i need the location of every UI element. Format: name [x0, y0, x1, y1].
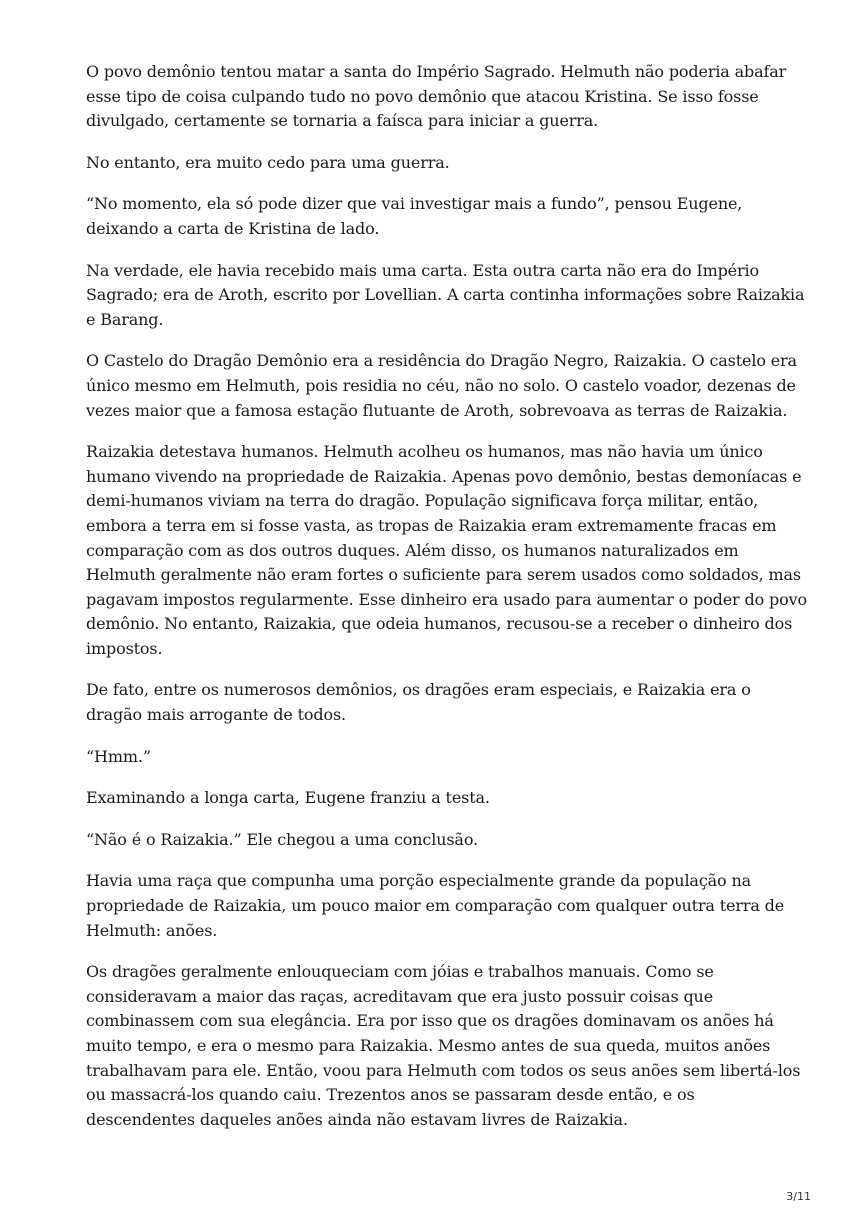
- paragraph: Havia uma raça que compunha uma porção especialmente grande da população na propriedade de Raizakia, um pouco maior em comparação com qualquer outra terra de Helmuth: anões.: [86, 871, 785, 940]
- paragraph: No entanto, era muito cedo para uma guerra.: [86, 152, 450, 172]
- paragraph: “Não é o Raizakia.” Ele chegou a uma conclusão.: [86, 829, 478, 849]
- page-number: 3/11: [786, 1190, 811, 1203]
- paragraph: Na verdade, ele havia recebido mais uma carta. Esta outra carta não era do Império Sagrado; era de Aroth, escrito por Lovellian. A carta continha informações sobre Raizakia e Barang.: [86, 260, 805, 329]
- paragraph: “Hmm.”: [86, 746, 151, 766]
- paragraph: “No momento, ela só pode dizer que vai investigar mais a fundo”, pensou Eugene, deixando a carta de Kristina de lado.: [86, 194, 743, 238]
- paragraph: Os dragões geralmente enlouqueciam com jóias e trabalhos manuais. Como se consideravam a maior das raças, acreditavam que era justo possuir coisas que combinassem com sua elegância. Era por isso que os dragões dominavam os anões há muito tempo, e era o mesmo para Raizakia. Mesmo antes de sua queda, muitos anões trabalhavam para ele. Então, voou para Helmuth com todos os seus anões sem libertá-los ou massacrá-los quando caiu. Trezentos anos se passaram desde então, e os descendentes daqueles anões ainda não estavam livres de Raizakia.: [86, 962, 801, 1129]
- paragraph: O Castelo do Dragão Demônio era a residência do Dragão Negro, Raizakia. O castelo era único mesmo em Helmuth, pois residia no céu, não no solo. O castelo voador, dezenas de vezes maior que a famosa estação flutuante de Aroth, sobrevoava as terras de Raizakia.: [86, 351, 797, 420]
- paragraph: De fato, entre os numerosos demônios, os dragões eram especiais, e Raizakia era o dragão mais arrogante de todos.: [86, 680, 751, 725]
- paragraph: Examinando a longa carta, Eugene franziu a testa.: [86, 788, 490, 808]
- paragraph: O povo demônio tentou matar a santa do Império Sagrado. Helmuth não poderia abafar esse tipo de coisa culpando tudo no povo demônio que atacou Kristina. Se isso fosse divulgado, certamente se tornaria a faísca para iniciar a guerra.: [86, 62, 787, 131]
- paragraph: Raizakia detestava humanos. Helmuth acolheu os humanos, mas não havia um único humano vivendo na propriedade de Raizakia. Apenas povo demônio, bestas demoníacas e demi-humanos viviam na terra do dragão. População significava força militar, então, embora a terra em si fosse vasta, as tropas de Raizakia eram extremamente fracas em comparação com as dos outros duques. Além disso, os humanos naturalizados em Helmuth geralmente não eram fortes o suficiente para serem usados como soldados, mas pagavam impostos regularmente. Esse dinheiro era usado para aumentar o poder do povo demônio. No entanto, Raizakia, que odeia humanos, recusou-se a receber o dinheiro dos impostos.: [86, 442, 807, 658]
